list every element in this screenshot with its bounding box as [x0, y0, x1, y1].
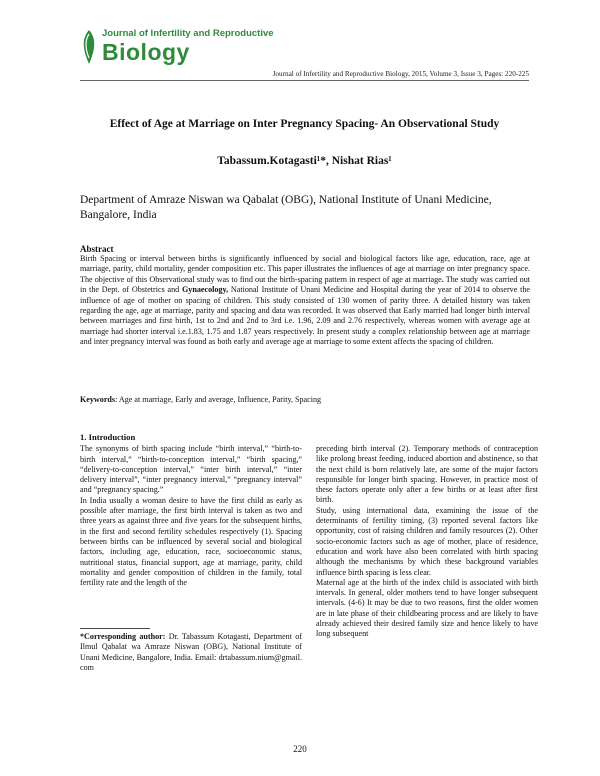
- footnote-divider: [80, 628, 150, 629]
- abstract-bold-b: Gynaecology,: [182, 285, 229, 295]
- footnote-text: Dr. Tabassum Kotagasti, Department of Ilmul Qabalat wa Amraze Niswan (OBG), National Institute of Unani Medicine, Bangalore, India. Email: drtabassum.nium@gmail. com: [80, 632, 302, 673]
- keywords-label: Keywords: [80, 395, 116, 404]
- author-affiliation: Department of Amraze Niswan wa Qabalat (OBG), National Institute of Unani Medicine, Bangalore, India: [80, 194, 492, 221]
- corresponding-author-footnote: [80, 632, 302, 674]
- page-number: 220: [293, 744, 307, 754]
- logo-title-line1: Journal of Infertility and Reproductive: [102, 28, 274, 39]
- journal-logo-icon: [80, 28, 98, 66]
- abstract-text-b: The study was carried out in the Dept. of Obstetrics and: [80, 274, 530, 295]
- logo-title-line2: Biology: [102, 39, 190, 65]
- abstract-bold-a: .: [441, 274, 444, 284]
- journal-citation: Journal of Infertility and Reproductive Biology, 2015, Volume 3, Issue 3, Pages: 220-225: [272, 70, 529, 78]
- article-authors: Tabassum.Kotagasti¹*, Nishat Rias¹: [217, 155, 392, 167]
- abstract-heading: Abstract: [80, 244, 114, 254]
- footnote-label: *Corresponding author:: [80, 632, 166, 641]
- left-column: [80, 432, 302, 588]
- intro-left-paragraph-1: The synonyms of birth spacing include “birth interval,” “birth-to-birth interval,” “birth-to-conception interval,” “birth spacing,” “delivery-to-conception interval,” “inter birth interval,” “inter delivery interval”, “inter pregnancy interval,” “pregnancy interval” and “pregnancy spacing.”: [80, 444, 302, 495]
- intro-left-paragraph-2: In India usually a woman desire to have the first child as early as possible after marriage, the first birth interval is taken as two and three years as against three and five years for the subsequent births, in the first and second fertility schedules respectively (1). Spacing between births can be influenced by several social and biological factors, including age, education, race, socioeconomic status, nutritional status, financial support, age at marriage, parity, child mortality and gender composition of children in the family, total fertility rate and the length of the: [80, 495, 302, 588]
- article-title: Effect of Age at Marriage on Inter Pregnancy Spacing- An Observational Study: [109, 118, 500, 130]
- right-column: [316, 444, 538, 640]
- abstract-text-c: National Institute of Unani Medicine and Hospital during the year of 2014 to observe the influence of age of mother on spacing of children. This study consisted of 130 women of parity three. A detailed history was taken regarding the age, age at marriage, parity and spacing and data was recorded. It was observed that Early married had longer birth interval between marriages and first birth, 1st to 2nd and 2nd to 3rd i.e. 1.96, 2.09 and 2.76 respectively, whereas women with average age at marriage had shorter interval i.e.1.83, 1.75 and 1.87 years respectively. In present study a complex relationship between age at marriage and inter pregnancy interval was found as both early and average age at marriage to some extent affects the spacing of children.: [80, 285, 530, 347]
- header-divider: [80, 80, 529, 81]
- journal-logo: [80, 22, 274, 78]
- intro-right-paragraph-1: preceding birth interval (2). Temporary methods of contraception like prolong breast feeding, induced abortion and abstinence, so that the next child is born relatively late, are some of the major factors responsible for longer birth spacing. However, in practice most of these factors operate only after a few births or at least after first birth.: [316, 444, 538, 505]
- abstract-text-a: Birth Spacing or interval between births is significantly influenced by social and biological factors like age, education, race, age at marriage, parity, child mortality, gender composition etc. This paper illustrates the influences of age at marriage on inter pregnancy space. The objective of this Observational study was to find out the birth-spacing pattern in respect of age at marriage: [80, 254, 530, 284]
- intro-heading: 1. Introduction: [80, 432, 136, 442]
- abstract-body: [80, 254, 530, 348]
- keywords-text: : Age at marriage, Early and average, Influence, Parity, Spacing: [115, 395, 322, 404]
- intro-right-paragraph-3: Maternal age at the birth of the index child is associated with birth intervals. In general, older mothers tend to have longer subsequent intervals. (4-6) It may be due to two reasons, first the older women are in late phase of their childbearing process and are likely to have already achieved their desired family size and hence likely to have long subsequent: [316, 577, 538, 639]
- keywords: [80, 395, 321, 404]
- intro-right-paragraph-2: Study, using international data, examining the issue of the determinants of fertility timing, (3) reported several factors like opportunity, cost of raising children and family resources (2). Other socio-economic factors such as age of mother, place of residence, education and work have also been correlated with birth spacing although the mechanisms by which these background variables influence birth spacing is less clear.: [316, 505, 538, 577]
